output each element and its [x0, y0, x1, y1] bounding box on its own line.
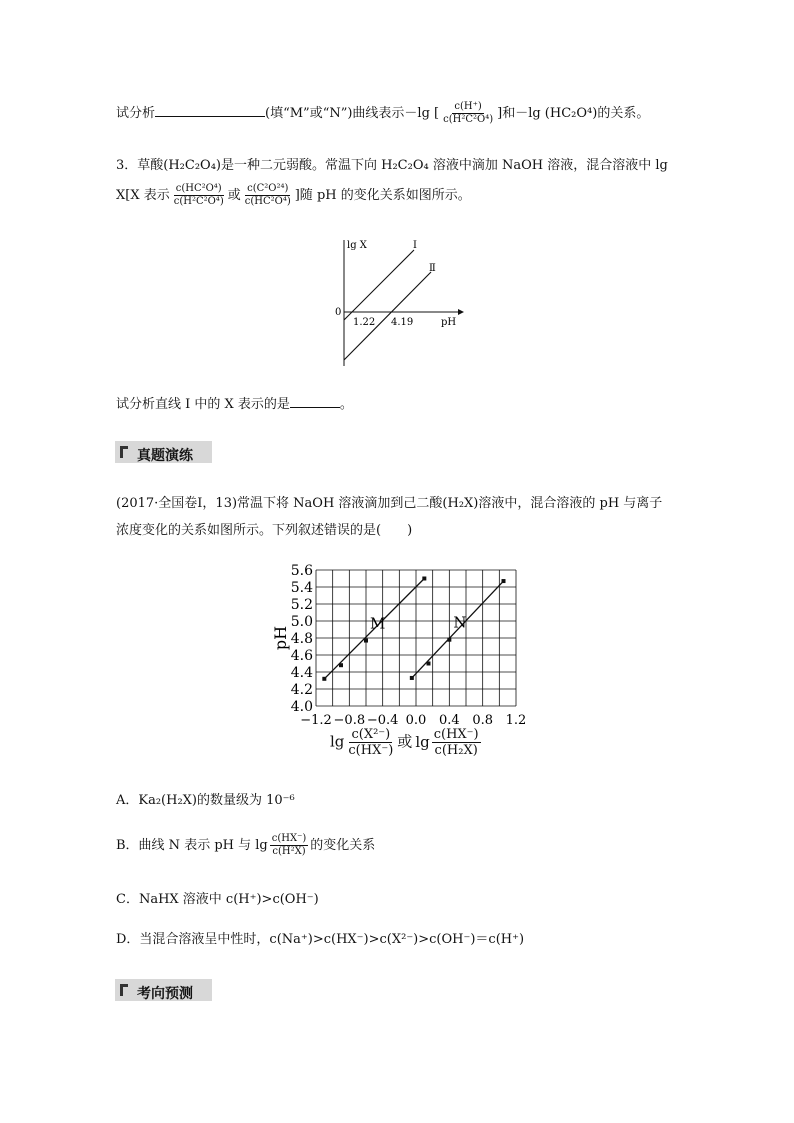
fraction-numerator: c(HX⁻) [271, 833, 307, 844]
fraction-denominator: c(H²C²O⁴) [173, 196, 224, 207]
option-b-prefix: B．曲线 N 表示 pH 与 lg [116, 838, 268, 853]
fraction-denominator: c(HX⁻) [348, 743, 394, 758]
fraction-denominator: c(HC²O⁴) [244, 196, 291, 207]
q3-line2-suffix: ]随 pH 的变化关系如图所示。 [294, 188, 471, 203]
data-point-N [447, 638, 451, 642]
fraction-numerator: c(HC²O⁴) [175, 183, 222, 194]
section-header-kaoxiang [115, 979, 212, 1001]
section-icon [120, 446, 128, 458]
series-label-M: M [370, 614, 386, 633]
q3-or: 或 [227, 188, 241, 203]
data-point-N [427, 662, 431, 666]
data-point-M [339, 663, 343, 667]
data-point-M [322, 677, 326, 681]
fraction-numerator: c(HX⁻) [433, 727, 479, 742]
ylabel: lg X [347, 240, 367, 251]
y-tick-label: 4.0 [290, 699, 313, 715]
option-b-suffix: 的变化关系 [310, 838, 376, 853]
y-tick-label: 4.4 [290, 665, 313, 681]
q3-answer-blank[interactable] [290, 395, 340, 408]
axis-fraction-2 [432, 728, 481, 757]
exam-line1: (2017·全国卷Ⅰ，13)常温下将 NaOH 溶液滴加到己二酸(H₂X)溶液中，混合溶液的 pH 与离子 [116, 496, 663, 511]
fraction-denominator: c(H²X) [272, 846, 306, 857]
axis-or: 或 [397, 732, 413, 751]
data-point-N [410, 676, 414, 680]
q3-fraction-2 [243, 184, 293, 207]
section-title: 真题演练 [137, 448, 193, 464]
q3-line2 [116, 184, 471, 207]
line-ii-label: Ⅱ [429, 263, 436, 274]
axis-fraction-1 [346, 728, 395, 757]
chart-xaxis-label [330, 728, 483, 757]
xlabel: pH [441, 317, 457, 328]
x-tick-label: −0.4 [366, 713, 399, 728]
fraction-numerator: c(X²⁻) [351, 727, 391, 742]
analyze-question [116, 102, 649, 125]
section-icon [120, 984, 128, 996]
x-tick-label: 0.0 [405, 713, 427, 728]
analyze-prefix: 试分析 [116, 106, 156, 121]
y-tick-label: 5.0 [290, 614, 313, 630]
q3-question [116, 395, 353, 411]
fraction-numerator: c(H⁺) [454, 101, 482, 112]
y-axis-label: pH [271, 625, 290, 651]
x-axis-arrow [458, 309, 464, 315]
x-tick-label: 1.2 [505, 713, 527, 728]
tick-1-22: 1.22 [353, 317, 376, 328]
x-tick-label: −0.8 [333, 713, 366, 728]
axis-lg-2: lg [415, 732, 430, 751]
q3-fraction-1 [172, 184, 226, 207]
analyze-suffix: ]和－lg (HC₂O⁴)的关系。 [497, 106, 650, 121]
q3-question-text: 试分析直线 Ⅰ 中的 X 表示的是 [116, 397, 290, 412]
data-point-N [502, 579, 506, 583]
axis-lg-1: lg [330, 732, 345, 751]
y-tick-label: 5.6 [290, 563, 313, 579]
y-tick-label: 4.2 [290, 682, 313, 698]
tick-4-19: 4.19 [391, 317, 414, 328]
option-b-fraction [270, 834, 309, 857]
y-tick-label: 4.6 [290, 648, 313, 664]
x-tick-label: 0.4 [438, 713, 460, 728]
answer-blank[interactable] [155, 104, 265, 117]
q3-line2-prefix: X[X 表示 [116, 188, 170, 203]
analyze-fraction [441, 102, 495, 125]
fraction-numerator: c(C²O²⁴) [247, 183, 289, 194]
data-point-M [422, 577, 426, 581]
option-d: D．当混合溶液呈中性时，c(Na⁺)>c(HX⁻)>c(X²⁻)>c(OH⁻)＝c(H⁺) [116, 932, 525, 947]
line-ii [344, 272, 431, 360]
fraction-denominator: c(H²C²O⁴) [443, 114, 494, 125]
y-tick-label: 4.8 [290, 631, 313, 647]
q3-question-end: 。 [339, 397, 353, 412]
x-tick-label: 0.8 [472, 713, 494, 728]
data-point-M [364, 639, 368, 643]
section-title: 考向预测 [137, 986, 193, 1002]
exam-line2: 浓度变化的关系如图所示。下列叙述错误的是( ) [116, 523, 413, 538]
origin-label: 0 [335, 307, 342, 318]
fraction-denominator: c(H₂X) [434, 743, 478, 758]
q3-line1: 3．草酸(H₂C₂O₄)是一种二元弱酸。常温下向 H₂C₂O₄ 溶液中滴加 NaOH 溶液，混合溶液中 lg [116, 158, 668, 173]
section-header-zhenti [115, 441, 212, 463]
y-tick-label: 5.2 [290, 597, 313, 613]
series-label-N: N [453, 613, 467, 632]
option-c: C．NaHX 溶液中 c(H⁺)>c(OH⁻) [116, 892, 319, 907]
analyze-middle: (填“M”或“N”)曲线表示－lg [ [265, 106, 440, 121]
option-a: A．Ka₂(H₂X)的数量级为 10⁻⁶ [116, 793, 295, 808]
option-b [116, 834, 375, 857]
line-i-label: Ⅰ [413, 240, 417, 251]
x-tick-label: −1.2 [300, 713, 332, 728]
lgx-ph-graph [330, 236, 470, 370]
y-tick-label: 5.4 [290, 580, 313, 596]
line-i [344, 250, 414, 320]
